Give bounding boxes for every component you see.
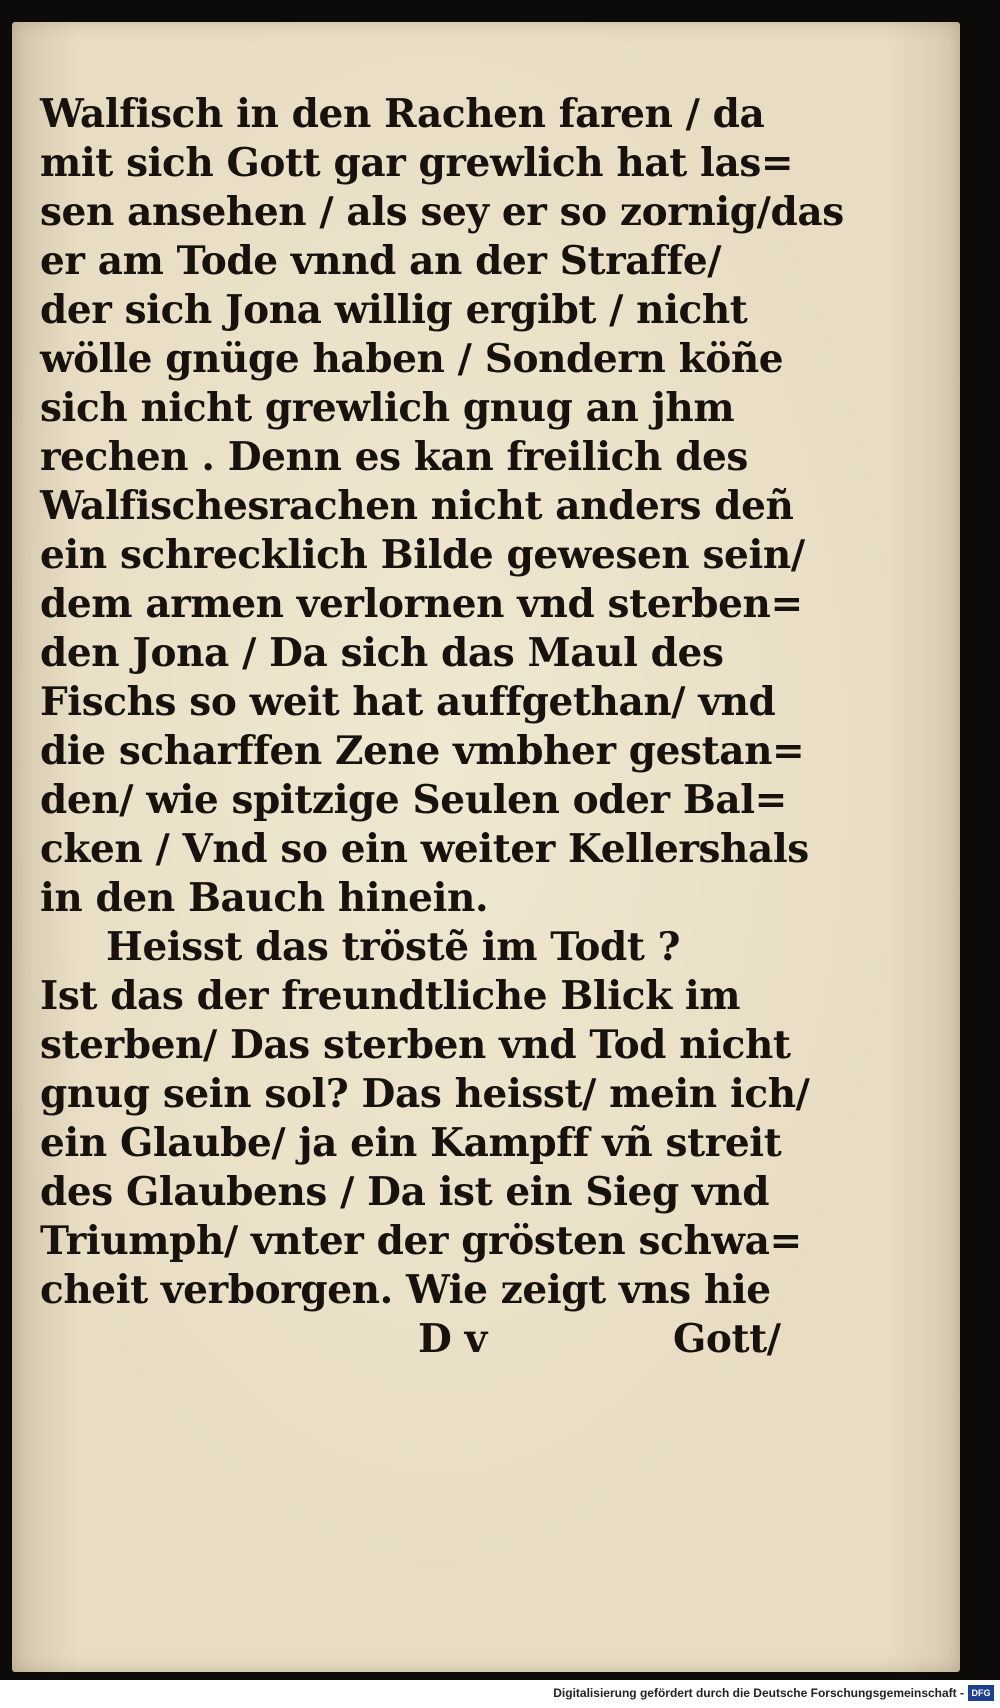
text-line: Triumph/ vnter der grösten schwa= <box>40 1218 802 1264</box>
text-line: er am Tode vnnd an der Straffe/ <box>40 238 722 284</box>
text-line: gnug sein sol? Das heisst/ mein ich/ <box>40 1071 810 1117</box>
text-line: sterben/ Das sterben vnd Tod nicht <box>40 1022 791 1068</box>
funding-credit: Digitalisierung gefördert durch die Deutsche Forschungsgemeinschaft - <box>553 1686 964 1700</box>
text-line: in den Bauch hinein. <box>40 875 489 921</box>
text-line: rechen . Denn es kan freilich des <box>40 434 748 480</box>
page-text-block <box>40 90 844 1364</box>
signature-line <box>40 1315 820 1364</box>
text-line: der sich Jona willig ergibt / nicht <box>40 287 748 333</box>
text-line: Walfischesrachen nicht anders deñ <box>40 483 794 529</box>
text-line: Walfisch in den Rachen faren / da <box>40 91 765 137</box>
footer-bar <box>0 1680 1000 1708</box>
book-page <box>12 22 960 1672</box>
text-line: sich nicht grewlich gnug an jhm <box>40 385 735 431</box>
text-line: sen ansehen / als sey er so zornig/das <box>40 189 844 235</box>
text-line: mit sich Gott gar grewlich hat las= <box>40 140 794 186</box>
text-line: cheit verborgen. Wie zeigt vns hie <box>40 1267 771 1313</box>
text-line: cken / Vnd so ein weiter Kellershals <box>40 826 809 872</box>
text-line: des Glaubens / Da ist ein Sieg vnd <box>40 1169 770 1215</box>
text-line: Fischs so weit hat auffgethan/ vnd <box>40 679 776 725</box>
text-line: den/ wie spitzige Seulen oder Bal= <box>40 777 787 823</box>
text-line: Ist das der freundtliche Blick im <box>40 973 741 1019</box>
signature-mark: D v <box>418 1316 487 1362</box>
text-line: ein Glaube/ ja ein Kampff vñ streit <box>40 1120 782 1166</box>
text-line: wölle gnüge haben / Sondern köñe <box>40 336 784 382</box>
text-line: den Jona / Da sich das Maul des <box>40 630 724 676</box>
text-line: dem armen verlornen vnd sterben= <box>40 581 803 627</box>
text-line: ein schrecklich Bilde gewesen sein/ <box>40 532 805 578</box>
catchword: Gott/ <box>673 1316 781 1362</box>
text-line: die scharffen Zene vmbher gestan= <box>40 728 805 774</box>
paragraph-start-line: Heisst das tröstẽ im Todt ? <box>106 924 681 970</box>
dfg-logo-icon: DFG <box>968 1685 994 1701</box>
